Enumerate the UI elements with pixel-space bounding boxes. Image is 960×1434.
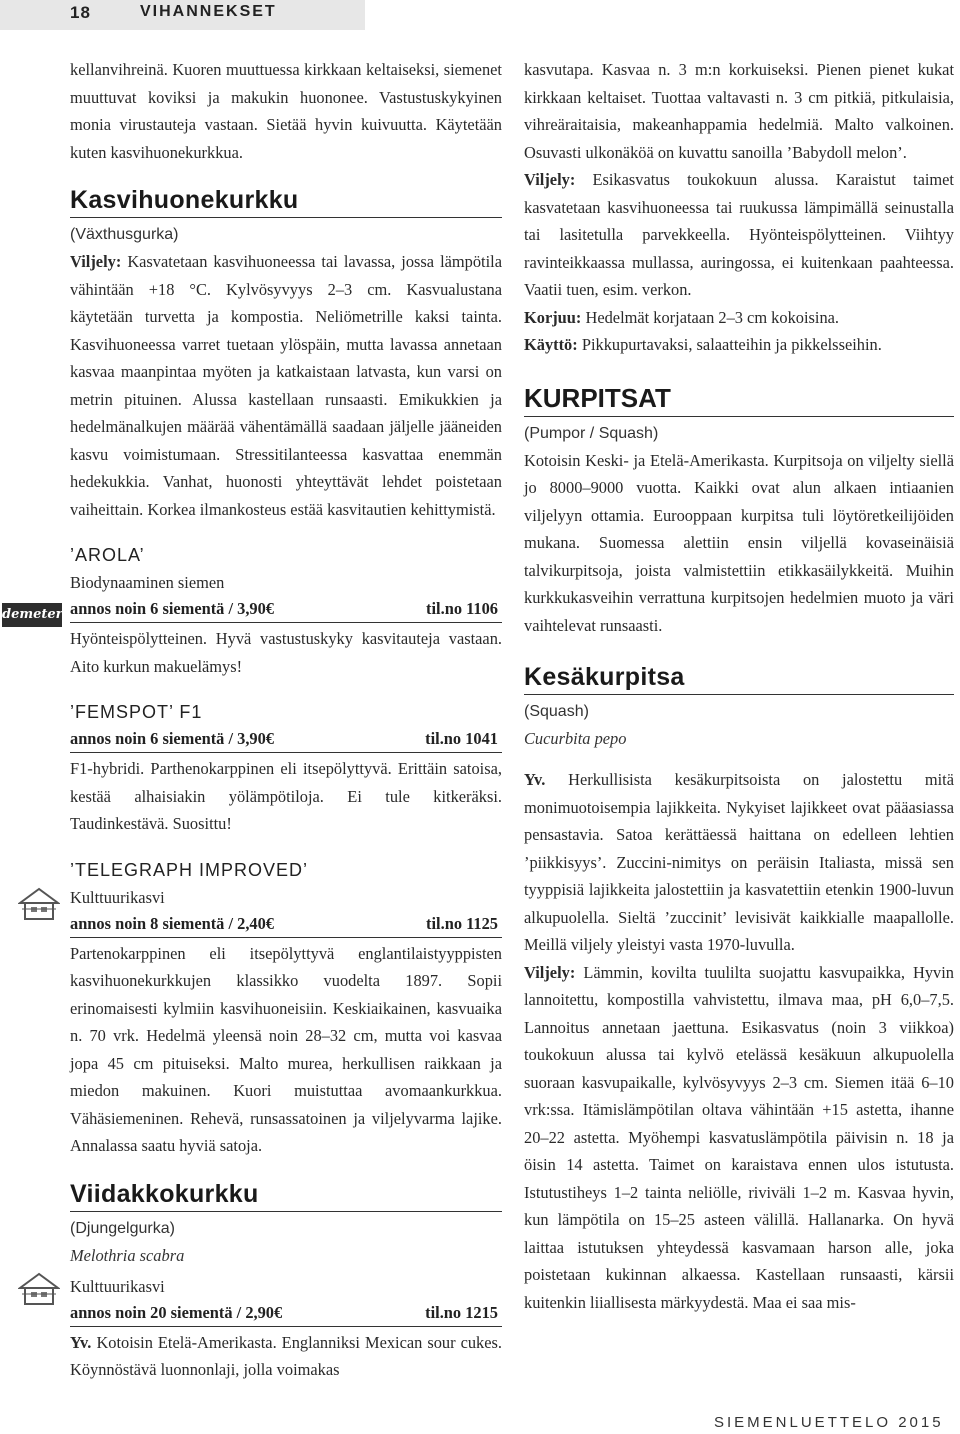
variety-femspot	[70, 698, 502, 838]
heritage-house-icon	[18, 887, 60, 921]
kesakurpitsa-yv-text: Herkullisista kesäkurpitsoista on jalostettu mitä monimuotoisempia lajikkeita. Nykyiset lajikkeet ovat pääasiassa pensastavia. Satoa kerättäessä haittana on edelleen lehtien ’piikkisyys’. Zuccini-nimitys on peräisin Italiasta, missä sen tyyppisiä lajikkeita jalostettiin ja kasvatettiin etenkin 1900-luvun alkupuolella. Sieltä ’zuccinit’ levisivät kaikkialle maapallolle. Meillä viljely yleistyi vasta 1970-luvulla.	[524, 770, 954, 954]
kesakurpitsa-viljely-paragraph	[524, 959, 954, 1317]
heritage-house-icon	[18, 1272, 60, 1306]
heading-viidakkokurkku: Viidakkokurkku	[70, 1180, 502, 1212]
subtitle-squash: (Squash)	[524, 703, 589, 720]
variety-name: ’FEMSPOT’ F1	[70, 702, 203, 722]
order-line	[70, 596, 502, 623]
variety-arola	[70, 541, 502, 680]
viljely-paragraph	[524, 166, 954, 304]
variety-name: ’AROLA’	[70, 545, 145, 565]
left-column	[70, 56, 502, 1384]
lead-yv: Yv.	[70, 1332, 92, 1352]
heading-kurpitsat: KURPITSAT	[524, 383, 954, 417]
lead-korjuu: Korjuu:	[524, 307, 582, 327]
order-line	[70, 1300, 502, 1327]
heading-kesakurpitsa: Kesäkurpitsa	[524, 663, 954, 695]
subtitle-vaxthusgurka: (Växthusgurka)	[70, 226, 179, 243]
variety-note: Biodynaaminen siemen	[70, 573, 225, 592]
order-line	[70, 726, 502, 753]
demeter-logo: demeter	[2, 603, 62, 627]
kesakurpitsa-viljely-text: Lämmin, kovilta tuulilta suojattu kasvupaikka, Hyvin lannoitettu, kompostilla vahvistettu, ilmava maa, pH 6,0–7,5. Lannoitus annetaan jaettuna. Esikasvatus (noin 3 viikkoa) toukokuun alussa tai kylvö etelässä kesäkuun alkupuolella suoraan kasvupaikalle, kylvösyvyys 2–3 cm. Siemen itää 6–10 vrk:ssa. Itämislämpötilan oltava vähintään +15 astetta, ihanne 20–22 astetta. Myöhempi kasvatuslämpötila päivisin n. 18 ja öisin 14 astetta. Taimet on karaistava ennen ulos istutusta. Istutustiheys 1–2 tainta neliölle, riviväli 1–2 m. Kasvaa hyvin, kun lämpötila on 15–25 asteen välillä. Hallanarka. On hyvä laittaa istutuksen yhteydessä kasvamaan harson alle, joka poistetaan kukinnan alkaessa. Kastellaan runsaasti, kärsii kuitenkin liiallisesta märkyydestä. Maa ei saa mis-	[524, 962, 954, 1312]
viidakkokurkku-body: Kotoisin Etelä-Amerikasta. Englanniksi Mexican sour cukes. Köynnöstävä luonnonlaji, jolla voimakas	[70, 1332, 502, 1379]
lead-yv: Yv.	[524, 770, 546, 789]
lead-viljely: Viljely:	[70, 252, 122, 271]
variety-text: F1-hybridi. Parthenokarppinen eli itsepölyttyvä. Erittäin satoisa, kestää alhaisiakin yölämpötiloja. Ei tule kitkeräksi. Taudinkestävä. Suosittu!	[70, 759, 502, 833]
kasvihuonekurkku-body: Kasvatetaan kasvihuoneessa tai lavassa, jossa lämpötila vähintään +18 °C. Kylvösyvyys 2–3 cm. Kasvualustana käytetään turvetta ja kompostia. Neliömetrille kaksi tainta. Kasvihuoneessa varret tuetaan ylöspäin, mutta lavassa annetaan kasvaa maanpintaa myöten ja katkaistaan latvasta, kun varsi on metrin pituinen. Alussa kastellaan runsaasti. Emikukkien ja hedelmänalkujen määrää vähentämällä saadaan jäljelle jääneiden kasvu voimistumaan. Stressitilanteessa kasvattaa enemmän hedekukkia. Vanhat, huonosti yhteyttävät lehdet poistetaan vaiheittain. Korkea ilmankosteus estää kasvitautien kehittymistä.	[70, 252, 502, 519]
korjuu-paragraph	[524, 304, 954, 332]
order-code: til.no 1125	[426, 913, 498, 933]
intro-paragraph: kellanvihreinä. Kuoren muuttuessa kirkkaan keltaiseksi, siemenet muuttuvat koviksi ja makukin huononee. Vastustuskykyinen monia virustauteja vastaan. Sietää hyvin kuivuutta. Käytetään kuten kasvihuonekurkkua.	[70, 60, 502, 162]
variety-text: Partenokarppinen eli itsepölyttyvä englantilaistyyppisten kasvihuonekurkkujen klassikko vuodelta 1897. Sopii erinomaisesti kylmiin kasvihuoneisiin. Keskiaikainen, kasvuaika n. 70 vrk. Hedelmä yleensä noin 28–32 cm, mutta voi kasvaa jopa 45 cm pituiseksi. Malto murea, herkullisen raikkaan ja miedon makuinen. Kuori muistuttaa avomaankurkkua. Vähäsiemeninen. Rehevä, runsassatoinen ja viljelyvarma lajike. Annalassa saatu hyviä satoja.	[70, 943, 502, 1155]
page-header	[0, 0, 960, 34]
subtitle-pumpor: (Pumpor / Squash)	[524, 424, 659, 442]
order-amount: annos noin 6 siementä / 3,90€	[70, 729, 275, 748]
order-amount: annos noin 6 siementä / 3,90€	[70, 599, 275, 618]
kesakurpitsa-yv-paragraph	[524, 766, 954, 959]
variety-note: Kulttuurikasvi	[70, 1276, 165, 1296]
order-line	[70, 911, 502, 938]
section-title: VIHANNEKSET	[140, 3, 277, 20]
heading-kasvihuonekurkku: Kasvihuonekurkku	[70, 186, 502, 218]
latin-name: Cucurbita pepo	[524, 729, 627, 748]
subtitle-djungelgurka: (Djungelgurka)	[70, 1219, 175, 1237]
order-amount: annos noin 20 siementä / 2,90€	[70, 1302, 283, 1322]
order-code: til.no 1215	[425, 1302, 498, 1322]
kasvihuonekurkku-text	[70, 248, 502, 523]
viljely-text: Esikasvatus toukokuun alussa. Karaistut taimet kasvatetaan kasvihuoneessa tai ruukussa lämpimällä seinustalla tai lasitetulla parvekkeella. Hyönteispölytteinen. Viihtyy ravinteikkaassa mullassa, auringossa, ei kuitenkaan paahteessa. Vaatii tuen, esim. verkon.	[524, 170, 954, 299]
kurpitsat-text: Kotoisin Keski- ja Etelä-Amerikasta. Kurpitsoja on viljelty siellä jo 8000–9000 vuotta. Kaikki ovat alun alkaen intiaanien viljelyyn ottamia. Eurooppaan kurpitsa tuli löytöretkeilijöiden mukana. Suomessa alettiin ensin viljellä kovaseinäisiä talvikurpitsoja, joista valmistettiin etikkasäilykkeitä. Muihin kurkkukasveihin verrattuna kurpitsojen hedelmien muoto ja väri vaihtelevat runsaasti.	[524, 450, 954, 635]
order-code: til.no 1041	[425, 729, 498, 748]
viidakkokurkku-text	[70, 1329, 502, 1384]
latin-name: Melothria scabra	[70, 1245, 185, 1265]
right-column	[524, 56, 954, 1316]
order-code: til.no 1106	[426, 599, 498, 618]
kaytto-text: Pikkupurtavaksi, salaatteihin ja pikkelsseihin.	[581, 335, 882, 354]
variety-name: ’TELEGRAPH IMPROVED’	[70, 859, 309, 880]
lead-viljely: Viljely:	[524, 962, 576, 982]
continued-paragraph: kasvutapa. Kasvaa n. 3 m:n korkuiseksi. Pienen pienet kukat kirkkaan keltaiset. Tuottaa valtavasti n. 3 cm pitkiä, pitkulaisia, vihreäraitaisia, makeanhappamia hedelmiä. Malto valkoinen. Osuvasti ulkonäköä on kuvattu sanoilla ’Babydoll melon’.	[524, 60, 954, 162]
lead-viljely: Viljely:	[524, 170, 576, 189]
page-number: 18	[70, 3, 91, 22]
footer-catalog-title: SIEMENLUETTELO 2015	[714, 1414, 944, 1431]
variety-note: Kulttuurikasvi	[70, 887, 165, 907]
kaytto-paragraph	[524, 331, 954, 359]
korjuu-text: Hedelmät korjataan 2–3 cm kokoisina.	[585, 307, 840, 327]
variety-telegraph	[70, 856, 502, 1160]
lead-kaytto: Käyttö:	[524, 335, 578, 354]
order-amount: annos noin 8 siementä / 2,40€	[70, 913, 275, 933]
variety-text: Hyönteispölytteinen. Hyvä vastustuskyky kasvitauteja vastaan. Aito kurkun makuelämys!	[70, 629, 502, 676]
